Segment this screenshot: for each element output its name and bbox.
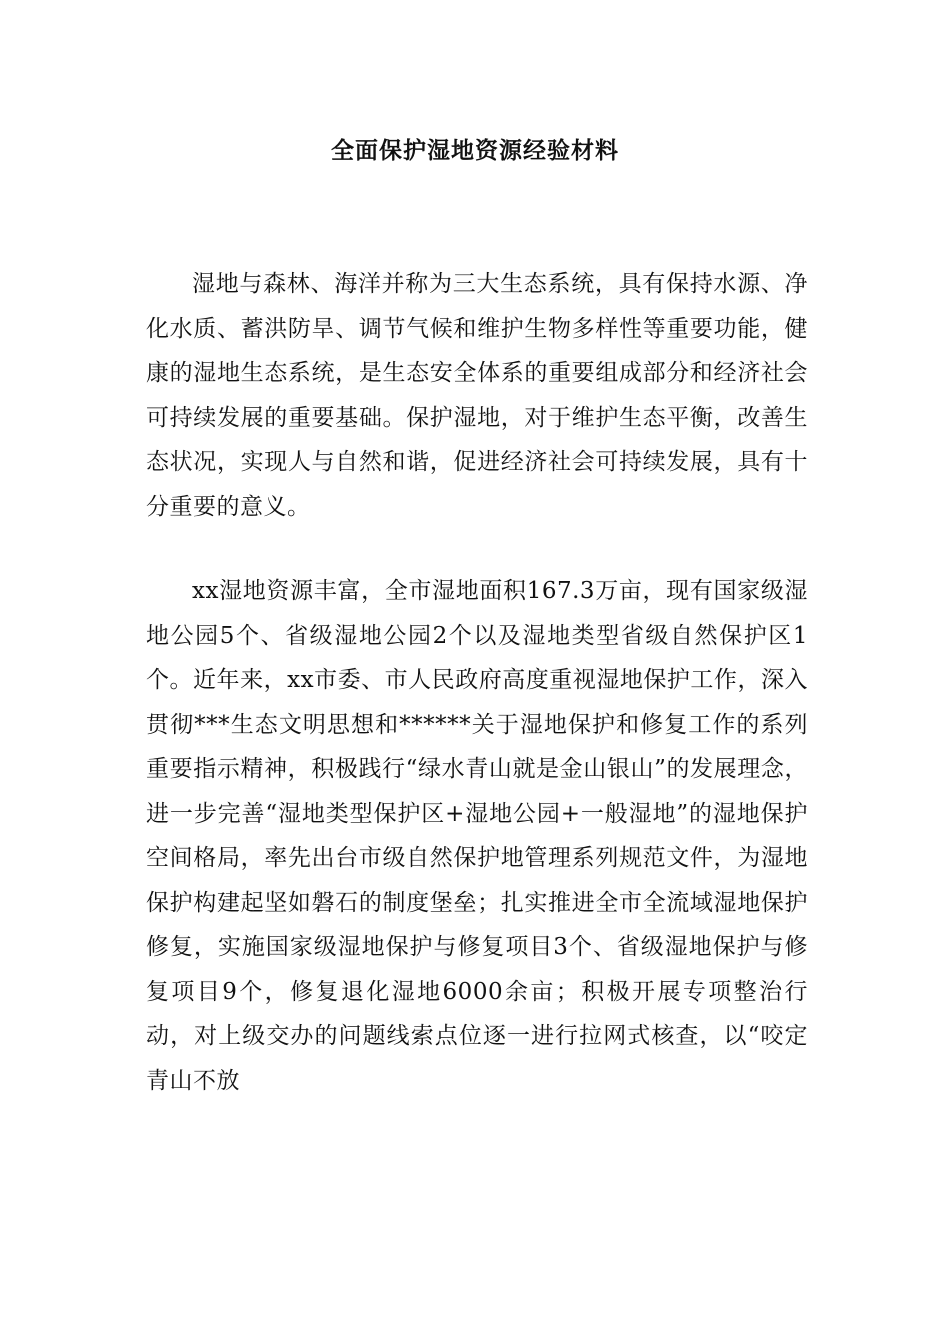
document-body	[146, 262, 808, 1143]
document-title: 全面保护湿地资源经验材料	[331, 137, 619, 164]
paragraph-overview: xx湿地资源丰富，全市湿地面积167.3万亩，现有国家级湿地公园5个、省级湿地公园2个以及湿地类型省级自然保护区1个。近年来，xx市委、市人民政府高度重视湿地保护工作，深入贯彻***生态文明思想和******关于湿地保护和修复工作的系列重要指示精神，积极践行“绿水青山就是金山银山”的发展理念，进一步完善“湿地类型保护区+湿地公园+一般湿地”的湿地保护空间格局，率先出台市级自然保护地管理系列规范文件，为湿地保护构建起坚如磐石的制度堡垒；扎实推进全市全流域湿地保护修复，实施国家级湿地保护与修复项目3个、省级湿地保护与修复项目9个，修复退化湿地6000余亩；积极开展专项整治行动，对上级交办的问题线索点位逐一进行拉网式核查，以“咬定青山不放	[146, 578, 808, 1094]
paragraph-intro: 湿地与森林、海洋并称为三大生态系统，具有保持水源、净化水质、蓄洪防旱、调节气候和维护生物多样性等重要功能，健康的湿地生态系统，是生态安全体系的重要组成部分和经济社会可持续发展的重要基础。保护湿地，对于维护生态平衡，改善生态状况，实现人与自然和谐，促进经济社会可持续发展，具有十分重要的意义。	[146, 271, 808, 520]
